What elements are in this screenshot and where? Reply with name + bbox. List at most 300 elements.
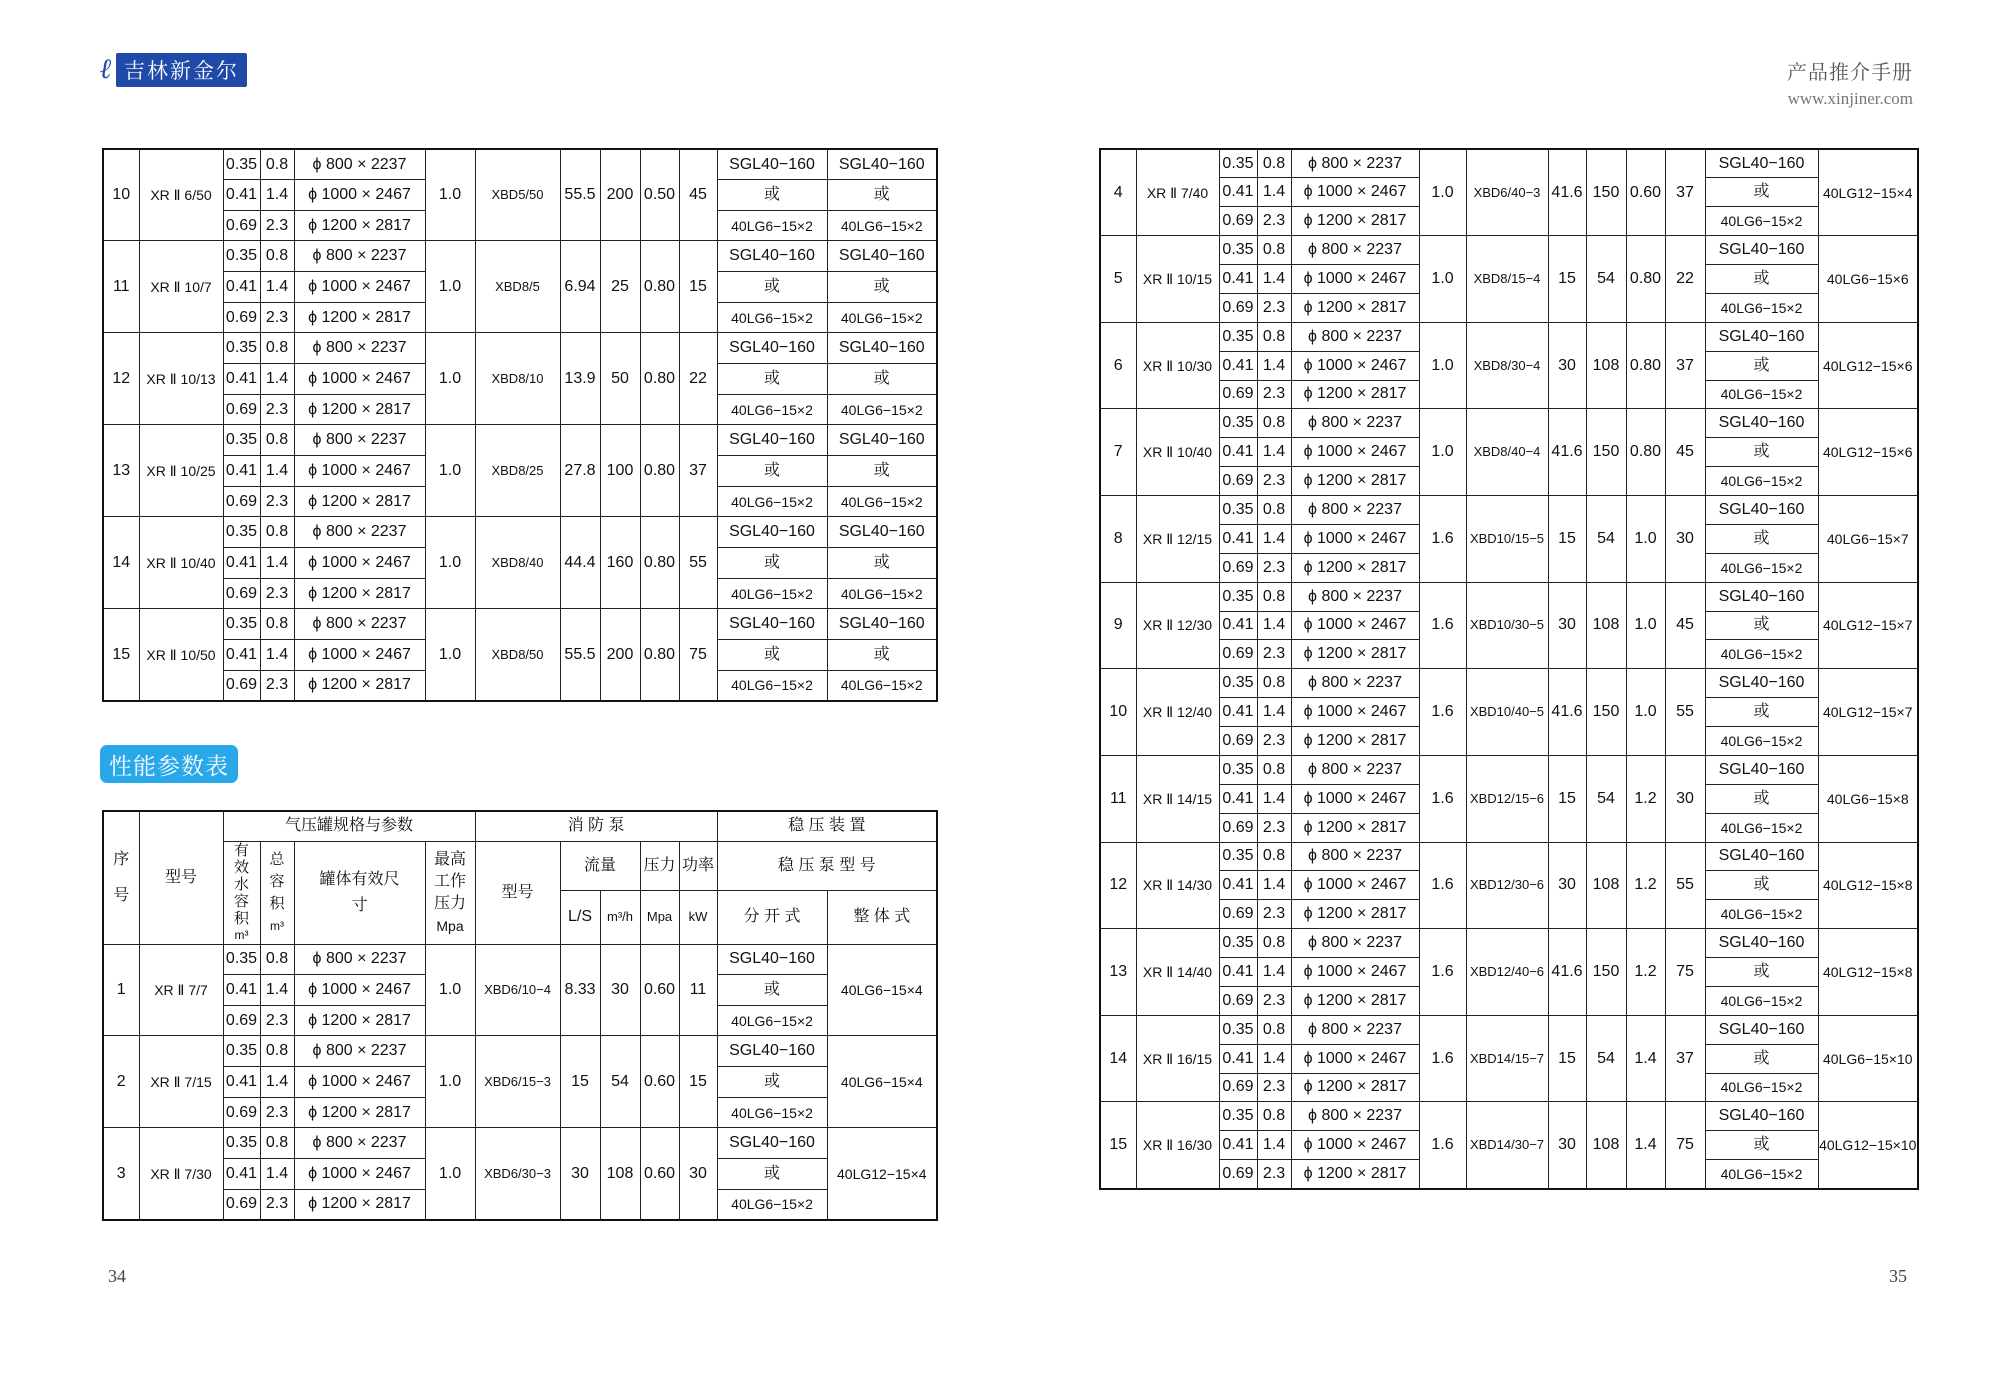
split-type-line: 或	[717, 640, 827, 671]
flow-m3h: 200	[600, 149, 640, 241]
tank-size: ϕ 1200 × 2817	[1291, 207, 1419, 236]
tank-size: ϕ 800 × 2237	[1291, 1015, 1419, 1044]
tank-size: ϕ 1200 × 2817	[1291, 813, 1419, 842]
max-pressure: 1.6	[1419, 1102, 1466, 1189]
pump-power: 37	[1665, 149, 1705, 236]
pump-pressure: 1.2	[1626, 755, 1665, 842]
effective-volume: 0.41	[1219, 524, 1257, 553]
tank-size: ϕ 1200 × 2817	[1291, 467, 1419, 496]
catalog-title: 产品推介手册	[1787, 62, 1913, 84]
tank-size: ϕ 1000 × 2467	[1291, 784, 1419, 813]
split-type-line: SGL40−160	[717, 1128, 827, 1159]
table-row	[103, 241, 937, 272]
total-volume: 2.3	[260, 210, 294, 241]
flow-m3h: 160	[600, 517, 640, 609]
whole-type: 40LG6−15×4	[827, 944, 937, 1036]
max-pressure: 1.0	[1419, 322, 1466, 409]
tank-size: ϕ 1200 × 2817	[1291, 293, 1419, 322]
tank-size: ϕ 1000 × 2467	[1291, 1131, 1419, 1160]
split-type-line: SGL40−160	[1705, 236, 1818, 265]
header-max-pressure-unit: Mpa	[436, 917, 464, 934]
total-volume: 1.4	[1257, 524, 1291, 553]
tank-size: ϕ 1200 × 2817	[294, 1097, 425, 1128]
header-total-volume-label: 总容积	[269, 850, 285, 912]
effective-volume: 0.41	[223, 1067, 260, 1098]
table-row	[1100, 322, 1918, 351]
effective-volume: 0.41	[223, 180, 260, 211]
effective-volume: 0.69	[1219, 813, 1257, 842]
tank-size: ϕ 800 × 2237	[294, 609, 425, 640]
whole-type-line: SGL40−160	[827, 425, 937, 456]
tank-size: ϕ 800 × 2237	[1291, 582, 1419, 611]
split-type-line: 40LG6−15×2	[717, 394, 827, 425]
split-type-line: SGL40−160	[1705, 496, 1818, 525]
split-type-line: 40LG6−15×2	[1705, 380, 1818, 409]
tank-size: ϕ 800 × 2237	[1291, 322, 1419, 351]
section-title: 性能参数表	[100, 745, 238, 783]
total-volume: 1.4	[260, 640, 294, 671]
row-model: XR Ⅱ 7/40	[1136, 149, 1219, 236]
total-volume: 2.3	[1257, 727, 1291, 756]
total-volume: 1.4	[1257, 1131, 1291, 1160]
pump-power: 75	[1665, 929, 1705, 1016]
header-no-top: 序	[113, 850, 130, 868]
total-volume: 2.3	[260, 486, 294, 517]
pump-model: XBD8/15−4	[1466, 236, 1548, 323]
header-no-bottom: 号	[113, 886, 130, 904]
tank-size: ϕ 1000 × 2467	[294, 1067, 425, 1098]
max-pressure: 1.0	[425, 1128, 475, 1220]
whole-type-line: 40LG6−15×2	[827, 302, 937, 333]
split-type-line: 40LG6−15×2	[1705, 727, 1818, 756]
pump-power: 45	[679, 149, 717, 241]
total-volume: 1.4	[1257, 611, 1291, 640]
flow-m3h: 108	[1586, 842, 1626, 929]
effective-volume: 0.35	[1219, 842, 1257, 871]
total-volume: 2.3	[1257, 553, 1291, 582]
pump-pressure: 1.4	[1626, 1015, 1665, 1102]
total-volume: 0.8	[1257, 149, 1291, 178]
row-model: XR Ⅱ 10/13	[139, 333, 223, 425]
tank-size: ϕ 800 × 2237	[294, 333, 425, 364]
whole-type: 40LG12−15×10	[1818, 1102, 1918, 1189]
header-effective-volume-unit: m³	[234, 927, 249, 942]
effective-volume: 0.35	[223, 1128, 260, 1159]
total-volume: 1.4	[260, 180, 294, 211]
whole-type-line: 40LG6−15×2	[827, 210, 937, 241]
tank-size: ϕ 1200 × 2817	[1291, 380, 1419, 409]
flow-ls: 55.5	[560, 149, 600, 241]
split-type-line: 或	[717, 272, 827, 303]
whole-type-line: 或	[827, 180, 937, 211]
total-volume: 1.4	[1257, 698, 1291, 727]
tank-size: ϕ 800 × 2237	[1291, 929, 1419, 958]
tank-size: ϕ 800 × 2237	[294, 425, 425, 456]
effective-volume: 0.41	[223, 364, 260, 395]
row-number: 1	[103, 944, 139, 1036]
flow-m3h: 100	[600, 425, 640, 517]
row-model: XR Ⅱ 14/40	[1136, 929, 1219, 1016]
whole-type: 40LG12−15×8	[1818, 842, 1918, 929]
tank-size: ϕ 1000 × 2467	[1291, 958, 1419, 987]
max-pressure: 1.6	[1419, 755, 1466, 842]
row-number: 13	[103, 425, 139, 517]
whole-type-line: 40LG6−15×2	[827, 670, 937, 701]
split-type-line: SGL40−160	[1705, 755, 1818, 784]
total-volume: 1.4	[1257, 438, 1291, 467]
table-row	[1100, 496, 1918, 525]
tank-size: ϕ 1200 × 2817	[1291, 900, 1419, 929]
flow-ls: 30	[560, 1128, 600, 1220]
total-volume: 2.3	[1257, 467, 1291, 496]
total-volume: 0.8	[260, 944, 294, 975]
split-type-line: 40LG6−15×2	[1705, 640, 1818, 669]
pump-pressure: 0.80	[1626, 236, 1665, 323]
total-volume: 1.4	[1257, 958, 1291, 987]
tank-size: ϕ 1200 × 2817	[1291, 553, 1419, 582]
split-type-line: 40LG6−15×2	[1705, 813, 1818, 842]
effective-volume: 0.69	[1219, 207, 1257, 236]
whole-type: 40LG6−15×4	[827, 1036, 937, 1128]
tank-size: ϕ 1200 × 2817	[294, 670, 425, 701]
pump-power: 55	[679, 517, 717, 609]
pump-pressure: 0.60	[640, 944, 679, 1036]
pump-power: 30	[679, 1128, 717, 1220]
flow-ls: 6.94	[560, 241, 600, 333]
header-tank: 气压罐规格与参数	[223, 811, 475, 841]
split-type-line: 40LG6−15×2	[1705, 1160, 1818, 1189]
split-type-line: 或	[1705, 871, 1818, 900]
split-type-line: SGL40−160	[717, 1036, 827, 1067]
tank-size: ϕ 1200 × 2817	[294, 1005, 425, 1036]
split-type-line: 40LG6−15×2	[1705, 293, 1818, 322]
header-power-unit: kW	[679, 890, 717, 944]
row-number: 14	[103, 517, 139, 609]
header-whole-type: 整 体 式	[827, 890, 937, 944]
total-volume: 1.4	[1257, 351, 1291, 380]
header-total-volume	[260, 841, 294, 944]
total-volume: 0.8	[1257, 409, 1291, 438]
row-number: 3	[103, 1128, 139, 1220]
effective-volume: 0.35	[223, 241, 260, 272]
table-row	[1100, 842, 1918, 871]
flow-ls: 13.9	[560, 333, 600, 425]
split-type-line: 或	[1705, 438, 1818, 467]
whole-type-line: 40LG6−15×2	[827, 578, 937, 609]
tank-size: ϕ 800 × 2237	[1291, 496, 1419, 525]
whole-type: 40LG12−15×4	[827, 1128, 937, 1220]
table-row	[1100, 1015, 1918, 1044]
tank-size: ϕ 1200 × 2817	[294, 210, 425, 241]
total-volume: 0.8	[1257, 1102, 1291, 1131]
total-volume: 2.3	[1257, 1160, 1291, 1189]
effective-volume: 0.35	[1219, 582, 1257, 611]
split-type-line: SGL40−160	[717, 944, 827, 975]
table-row	[103, 333, 937, 364]
header-tank-size	[294, 841, 425, 944]
table-row	[1100, 236, 1918, 265]
total-volume: 0.8	[1257, 842, 1291, 871]
row-model: XR Ⅱ 10/7	[139, 241, 223, 333]
split-type-line: 或	[1705, 524, 1818, 553]
total-volume: 2.3	[260, 1189, 294, 1220]
row-number: 10	[103, 149, 139, 241]
pump-pressure: 0.80	[1626, 409, 1665, 496]
whole-type: 40LG12−15×8	[1818, 929, 1918, 1016]
table-row	[1100, 409, 1918, 438]
split-type-line: 40LG6−15×2	[1705, 1073, 1818, 1102]
pump-model: XBD14/15−7	[1466, 1015, 1548, 1102]
total-volume: 2.3	[1257, 900, 1291, 929]
total-volume: 2.3	[260, 578, 294, 609]
effective-volume: 0.41	[223, 272, 260, 303]
website-url: www.xinjiner.com	[1787, 89, 1913, 108]
split-type-line: 40LG6−15×2	[1705, 553, 1818, 582]
total-volume: 0.8	[1257, 496, 1291, 525]
pump-pressure: 0.50	[640, 149, 679, 241]
flow-ls: 41.6	[1548, 149, 1586, 236]
flow-m3h: 54	[1586, 236, 1626, 323]
pump-power: 22	[679, 333, 717, 425]
tank-size: ϕ 1000 × 2467	[1291, 524, 1419, 553]
total-volume: 0.8	[1257, 582, 1291, 611]
split-type-line: 或	[1705, 784, 1818, 813]
row-number: 2	[103, 1036, 139, 1128]
row-number: 13	[1100, 929, 1136, 1016]
flow-m3h: 150	[1586, 929, 1626, 1016]
total-volume: 2.3	[1257, 640, 1291, 669]
header-pressure-unit: Mpa	[640, 890, 679, 944]
pump-pressure: 0.80	[640, 241, 679, 333]
flow-m3h: 200	[600, 609, 640, 701]
total-volume: 0.8	[260, 609, 294, 640]
effective-volume: 0.35	[1219, 929, 1257, 958]
split-type-line: SGL40−160	[717, 425, 827, 456]
split-type-line: 40LG6−15×2	[717, 578, 827, 609]
effective-volume: 0.35	[223, 425, 260, 456]
effective-volume: 0.35	[223, 609, 260, 640]
pump-pressure: 0.60	[640, 1128, 679, 1220]
whole-type: 40LG6−15×8	[1818, 755, 1918, 842]
total-volume: 2.3	[260, 1097, 294, 1128]
split-type-line: SGL40−160	[1705, 149, 1818, 178]
total-volume: 2.3	[1257, 293, 1291, 322]
effective-volume: 0.35	[1219, 409, 1257, 438]
pump-power: 30	[1665, 755, 1705, 842]
tank-size: ϕ 800 × 2237	[1291, 1102, 1419, 1131]
split-type-line: 或	[717, 1067, 827, 1098]
total-volume: 1.4	[260, 456, 294, 487]
total-volume: 1.4	[260, 1159, 294, 1190]
flow-m3h: 108	[600, 1128, 640, 1220]
tank-size: ϕ 1000 × 2467	[1291, 611, 1419, 640]
tank-size: ϕ 1200 × 2817	[1291, 1073, 1419, 1102]
table-row	[1100, 582, 1918, 611]
tank-size: ϕ 1200 × 2817	[1291, 640, 1419, 669]
row-number: 15	[1100, 1102, 1136, 1189]
row-number: 8	[1100, 496, 1136, 583]
header-tank-size-label: 罐体有效尺寸	[319, 870, 400, 914]
whole-type-line: SGL40−160	[827, 241, 937, 272]
flow-ls: 8.33	[560, 944, 600, 1036]
pump-power: 55	[1665, 669, 1705, 756]
effective-volume: 0.35	[1219, 236, 1257, 265]
tank-size: ϕ 800 × 2237	[1291, 236, 1419, 265]
total-volume: 0.8	[260, 149, 294, 180]
table-row	[1100, 755, 1918, 784]
flow-m3h: 25	[600, 241, 640, 333]
header-pump-model: 型号	[475, 841, 560, 944]
total-volume: 1.4	[260, 975, 294, 1006]
split-type-line: 或	[1705, 1131, 1818, 1160]
tank-size: ϕ 1000 × 2467	[294, 640, 425, 671]
row-model: XR Ⅱ 12/40	[1136, 669, 1219, 756]
split-type-line: 40LG6−15×2	[1705, 207, 1818, 236]
max-pressure: 1.0	[1419, 149, 1466, 236]
whole-type-line: 或	[827, 548, 937, 579]
whole-type-line: SGL40−160	[827, 517, 937, 548]
header-flow-ls: L/S	[560, 890, 600, 944]
flow-m3h: 54	[1586, 496, 1626, 583]
total-volume: 1.4	[260, 548, 294, 579]
row-model: XR Ⅱ 7/7	[139, 944, 223, 1036]
max-pressure: 1.0	[425, 333, 475, 425]
pump-power: 37	[1665, 1015, 1705, 1102]
catalog-header	[1787, 56, 1913, 109]
effective-volume: 0.41	[1219, 1044, 1257, 1073]
effective-volume: 0.69	[223, 670, 260, 701]
flow-ls: 30	[1548, 1102, 1586, 1189]
pump-power: 37	[679, 425, 717, 517]
pump-pressure: 1.0	[1626, 669, 1665, 756]
tank-size: ϕ 1000 × 2467	[1291, 438, 1419, 467]
total-volume: 1.4	[260, 364, 294, 395]
pump-model: XBD6/30−3	[475, 1128, 560, 1220]
total-volume: 1.4	[1257, 265, 1291, 294]
effective-volume: 0.69	[1219, 1160, 1257, 1189]
brand-logo	[100, 54, 247, 86]
max-pressure: 1.0	[425, 149, 475, 241]
tank-size: ϕ 1000 × 2467	[1291, 178, 1419, 207]
pump-pressure: 0.80	[640, 333, 679, 425]
split-type-line: 40LG6−15×2	[717, 1005, 827, 1036]
header-power: 功率	[679, 841, 717, 890]
split-type-line: SGL40−160	[1705, 929, 1818, 958]
row-model: XR Ⅱ 10/40	[139, 517, 223, 609]
split-type-line: SGL40−160	[1705, 322, 1818, 351]
total-volume: 1.4	[260, 1067, 294, 1098]
total-volume: 2.3	[260, 394, 294, 425]
tank-size: ϕ 800 × 2237	[294, 1128, 425, 1159]
split-type-line: SGL40−160	[1705, 1102, 1818, 1131]
row-model: XR Ⅱ 6/50	[139, 149, 223, 241]
flow-ls: 30	[1548, 322, 1586, 409]
tank-size: ϕ 1000 × 2467	[294, 548, 425, 579]
split-type-line: SGL40−160	[717, 517, 827, 548]
pump-model: XBD8/30−4	[1466, 322, 1548, 409]
tank-size: ϕ 800 × 2237	[294, 241, 425, 272]
flow-m3h: 54	[1586, 755, 1626, 842]
flow-ls: 41.6	[1548, 669, 1586, 756]
total-volume: 2.3	[1257, 207, 1291, 236]
tank-size: ϕ 1000 × 2467	[294, 975, 425, 1006]
pump-model: XBD12/40−6	[1466, 929, 1548, 1016]
pump-pressure: 0.80	[1626, 322, 1665, 409]
split-type-line: 40LG6−15×2	[717, 670, 827, 701]
row-number: 10	[1100, 669, 1136, 756]
tank-size: ϕ 1000 × 2467	[294, 364, 425, 395]
max-pressure: 1.0	[1419, 236, 1466, 323]
tank-size: ϕ 1000 × 2467	[1291, 265, 1419, 294]
pump-pressure: 0.80	[640, 609, 679, 701]
pump-power: 30	[1665, 496, 1705, 583]
effective-volume: 0.41	[223, 640, 260, 671]
max-pressure: 1.0	[425, 1036, 475, 1128]
effective-volume: 0.41	[223, 548, 260, 579]
effective-volume: 0.41	[223, 456, 260, 487]
total-volume: 0.8	[1257, 669, 1291, 698]
effective-volume: 0.69	[223, 486, 260, 517]
pump-power: 22	[1665, 236, 1705, 323]
logo-mark: ℓ	[100, 54, 112, 85]
total-volume: 2.3	[1257, 380, 1291, 409]
max-pressure: 1.6	[1419, 1015, 1466, 1102]
table-row	[103, 1036, 937, 1067]
table-row	[103, 517, 937, 548]
split-type-line: 40LG6−15×2	[717, 210, 827, 241]
whole-type-line: SGL40−160	[827, 149, 937, 180]
effective-volume: 0.35	[1219, 1102, 1257, 1131]
flow-m3h: 150	[1586, 149, 1626, 236]
effective-volume: 0.35	[223, 517, 260, 548]
pump-model: XBD12/30−6	[1466, 842, 1548, 929]
pump-model: XBD8/25	[475, 425, 560, 517]
tank-size: ϕ 1200 × 2817	[1291, 986, 1419, 1015]
split-type-line: 或	[1705, 351, 1818, 380]
tank-size: ϕ 1200 × 2817	[1291, 1160, 1419, 1189]
tank-size: ϕ 800 × 2237	[294, 944, 425, 975]
header-split-type: 分 开 式	[717, 890, 827, 944]
tank-size: ϕ 800 × 2237	[294, 149, 425, 180]
flow-m3h: 150	[1586, 409, 1626, 496]
total-volume: 2.3	[1257, 986, 1291, 1015]
split-type-line: 40LG6−15×2	[1705, 900, 1818, 929]
flow-m3h: 30	[600, 944, 640, 1036]
row-model: XR Ⅱ 14/30	[1136, 842, 1219, 929]
row-model: XR Ⅱ 7/30	[139, 1128, 223, 1220]
pump-power: 45	[1665, 582, 1705, 669]
pump-power: 15	[679, 241, 717, 333]
tank-size: ϕ 1200 × 2817	[1291, 727, 1419, 756]
total-volume: 1.4	[1257, 871, 1291, 900]
tank-size: ϕ 1000 × 2467	[294, 1159, 425, 1190]
split-type-line: 40LG6−15×2	[717, 1189, 827, 1220]
pump-power: 11	[679, 944, 717, 1036]
row-number: 11	[1100, 755, 1136, 842]
header-pump: 消 防 泵	[475, 811, 717, 841]
flow-m3h: 50	[600, 333, 640, 425]
page-number-left: 34	[108, 1266, 126, 1286]
total-volume: 0.8	[260, 1128, 294, 1159]
row-model: XR Ⅱ 16/30	[1136, 1102, 1219, 1189]
total-volume: 2.3	[260, 302, 294, 333]
split-type-line: 40LG6−15×2	[717, 302, 827, 333]
flow-ls: 44.4	[560, 517, 600, 609]
pump-pressure: 0.60	[640, 1036, 679, 1128]
split-type-line: SGL40−160	[1705, 669, 1818, 698]
header-max-pressure	[425, 841, 475, 944]
effective-volume: 0.69	[1219, 727, 1257, 756]
